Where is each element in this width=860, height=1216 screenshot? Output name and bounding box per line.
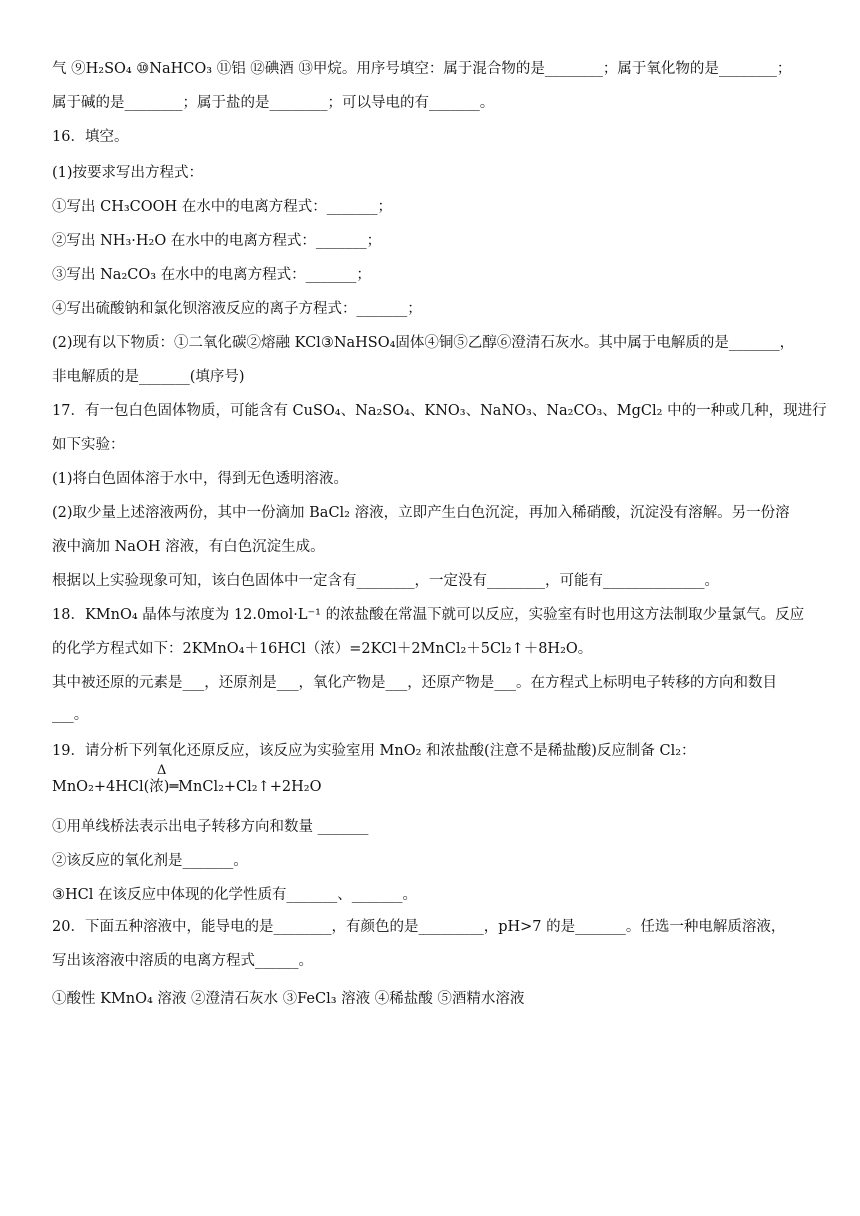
q19-equation: MnO₂+4HCl(浓)═MnCl₂+Cl₂↑+2H₂O bbox=[52, 779, 322, 795]
q17-step2-line2: 液中滴加 NaOH 溶液，有白色沉淀生成。 bbox=[52, 539, 325, 555]
q19-line1: 19．请分析下列氧化还原反应，该反应为实验室用 MnO₂ 和浓盐酸(注意不是稀盐酸)反应制备 Cl₂： bbox=[52, 743, 696, 759]
q16-item-4: ④写出硫酸钠和氯化钡溶液反应的离子方程式：_______； bbox=[52, 301, 422, 317]
q16-title: 16．填空。 bbox=[52, 129, 129, 145]
q19-item-2: ②该反应的氧化剂是_______。 bbox=[52, 853, 248, 869]
q16-part2-line2: 非电解质的是_______(填序号) bbox=[52, 369, 245, 385]
q16-part2-line1: (2)现有以下物质：①二氧化碳②熔融 KCl③NaHSO₄固体④铜⑤乙醇⑥澄清石灰水。其中属于电解质的是_______， bbox=[52, 335, 795, 351]
q20-options: ①酸性 KMnO₄ 溶液 ②澄清石灰水 ③FeCl₃ 溶液 ④稀盐酸 ⑤酒精水溶液 bbox=[52, 991, 525, 1007]
q16-item-2: ②写出 NH₃·H₂O 在水中的电离方程式：_______； bbox=[52, 233, 382, 249]
q17-line1: 17．有一包白色固体物质，可能含有 CuSO₄、Na₂SO₄、KNO₃、NaNO₃、Na₂CO₃、MgCl₂ 中的一种或几种，现进行 bbox=[52, 403, 827, 419]
q17-step2-line1: (2)取少量上述溶液两份，其中一份滴加 BaCl₂ 溶液，立即产生白色沉淀，再加入稀硝酸，沉淀没有溶解。另一份溶 bbox=[52, 505, 790, 521]
q17-line2: 如下实验： bbox=[52, 437, 125, 453]
q19-item-1: ①用单线桥法表示出电子转移方向和数量 _______ bbox=[52, 819, 369, 835]
q17-step1: (1)将白色固体溶于水中，得到无色透明溶液。 bbox=[52, 471, 349, 487]
q16-item-3: ③写出 Na₂CO₃ 在水中的电离方程式：_______； bbox=[52, 267, 371, 283]
q18-line1: 18．KMnO₄ 晶体与浓度为 12.0mol·L⁻¹ 的浓盐酸在常温下就可以反应，实验室有时也用这方法制取少量氯气。反应 bbox=[52, 607, 805, 623]
q18-line4: ___。 bbox=[52, 707, 89, 723]
q17-conclusion: 根据以上实验现象可知，该白色固体中一定含有________，一定没有________，可能有______________。 bbox=[52, 573, 719, 589]
q18-line3: 其中被还原的元素是___，还原剂是___，氧化产物是___，还原产物是___。在方程式上标明电子转移的方向和数目 bbox=[52, 675, 777, 691]
q19-heat-symbol: Δ bbox=[157, 763, 167, 778]
q20-line1: 20．下面五种溶液中，能导电的是________，有颜色的是_________，pH>7 的是_______。任选一种电解质溶液， bbox=[52, 919, 786, 935]
q16-part1-heading: (1)按要求写出方程式： bbox=[52, 165, 204, 181]
q20-line2: 写出该溶液中溶质的电离方程式______。 bbox=[52, 953, 313, 969]
q15-tail-line1: 气 ⑨H₂SO₄ ⑩NaHCO₃ ⑪铝 ⑫碘酒 ⑬甲烷。用序号填空：属于混合物的是________；属于氧化物的是________； bbox=[52, 61, 792, 77]
q18-line2: 的化学方程式如下：2KMnO₄＋16HCl（浓）=2KCl＋2MnCl₂＋5Cl₂↑＋8H₂O。 bbox=[52, 641, 593, 657]
q15-tail-line2: 属于碱的是________；属于盐的是________；可以导电的有_______。 bbox=[52, 95, 495, 111]
q19-item-3: ③HCl 在该反应中体现的化学性质有_______、_______。 bbox=[52, 887, 417, 903]
q16-item-1: ①写出 CH₃COOH 在水中的电离方程式：_______； bbox=[52, 199, 393, 215]
